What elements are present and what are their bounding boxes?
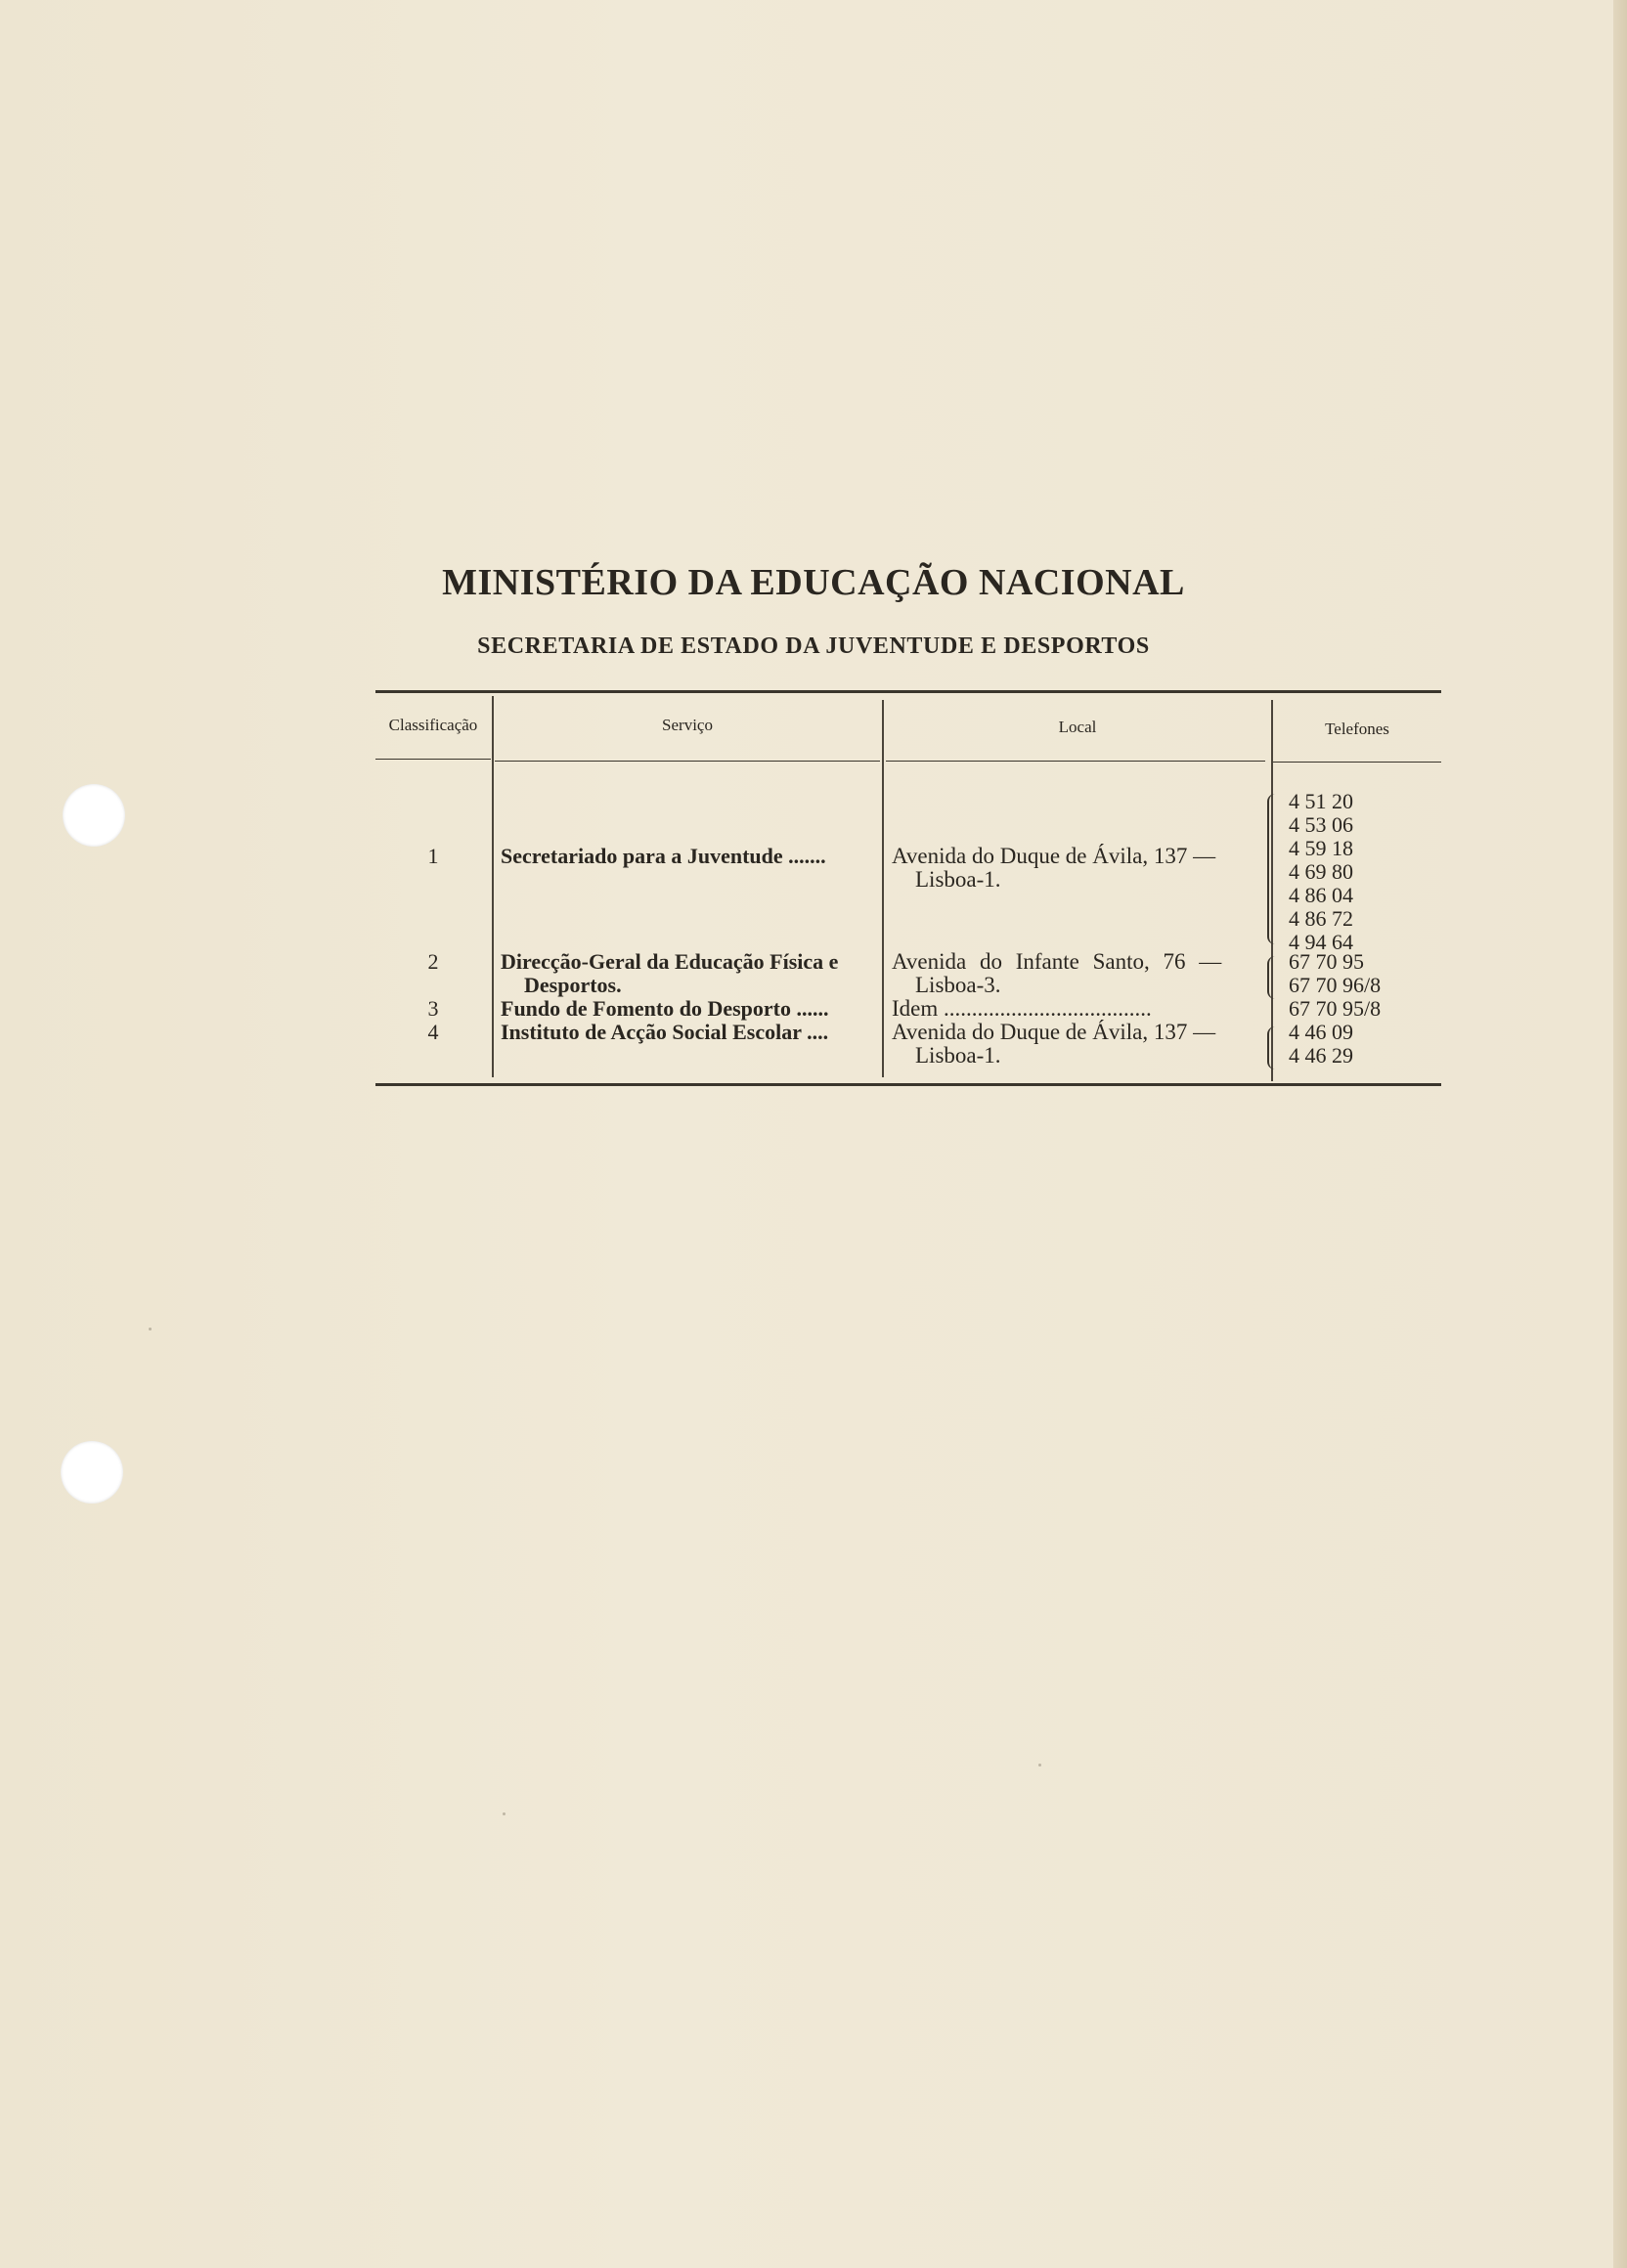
row-local: Idem ..................................... [892,996,1152,1021]
header-rule [1273,762,1441,763]
paper-speck [1038,1764,1041,1766]
document-subtitle: SECRETARIA DE ESTADO DA JUVENTUDE E DESPORTOS [477,633,1150,659]
row-phone: 4 46 29 [1289,1043,1353,1068]
row-phone: 4 51 20 [1289,789,1353,813]
phones-brace [1267,794,1277,944]
paper-speck [503,1812,506,1815]
row-local-line1: Avenida do Duque de Ávila, 137 — [892,1020,1216,1044]
row-class: 1 [427,844,439,868]
row-service-line1: Direcção-Geral da Educação Física e [501,949,839,974]
row-local-line1: Avenida do Duque de Ávila, 137 — [892,844,1216,868]
column-divider [882,700,884,1077]
row-phone: 67 70 95 [1289,949,1364,974]
row-service: Fundo de Fomento do Desporto ...... [501,996,829,1021]
header-servico: Serviço [662,716,713,734]
table-top-rule [375,690,1441,693]
header-rule [886,761,1265,762]
header-classificacao: Classificação [388,716,478,734]
phones-brace [1267,956,1277,999]
header-local: Local [1058,718,1097,736]
row-phone: 67 70 96/8 [1289,973,1382,997]
row-phone: 4 46 09 [1289,1020,1353,1044]
row-phone: 4 86 72 [1289,906,1353,931]
document-title: MINISTÉRIO DA EDUCAÇÃO NACIONAL [442,562,1185,603]
row-phone: 4 59 18 [1289,836,1353,860]
row-local-line1: Avenida do Infante Santo, 76 — [892,949,1222,974]
header-rule [375,759,491,760]
row-local-line2: Lisboa-1. [915,867,1001,892]
column-divider [492,696,494,1077]
row-service: Instituto de Acção Social Escolar .... [501,1020,829,1044]
paper-speck [149,1328,152,1330]
row-class: 3 [427,996,439,1021]
punch-hole-top [63,784,125,847]
row-service: Secretariado para a Juventude ....... [501,844,826,868]
row-class: 4 [427,1020,439,1044]
row-service-line2: Desportos. [524,973,622,997]
row-class: 2 [427,949,439,974]
header-rule [495,761,880,762]
row-phone: 4 69 80 [1289,859,1353,884]
row-phone: 4 53 06 [1289,812,1353,837]
row-local-line2: Lisboa-3. [915,973,1001,997]
row-phone: 4 94 64 [1289,930,1353,954]
phones-brace [1267,1026,1277,1069]
punch-hole-bottom [61,1441,123,1504]
row-local-line2: Lisboa-1. [915,1043,1001,1068]
header-telefones: Telefones [1325,720,1389,738]
row-phone: 67 70 95/8 [1289,996,1382,1021]
table-bottom-rule [375,1083,1441,1086]
row-phone: 4 86 04 [1289,883,1353,907]
paper-edge [1613,0,1627,2268]
